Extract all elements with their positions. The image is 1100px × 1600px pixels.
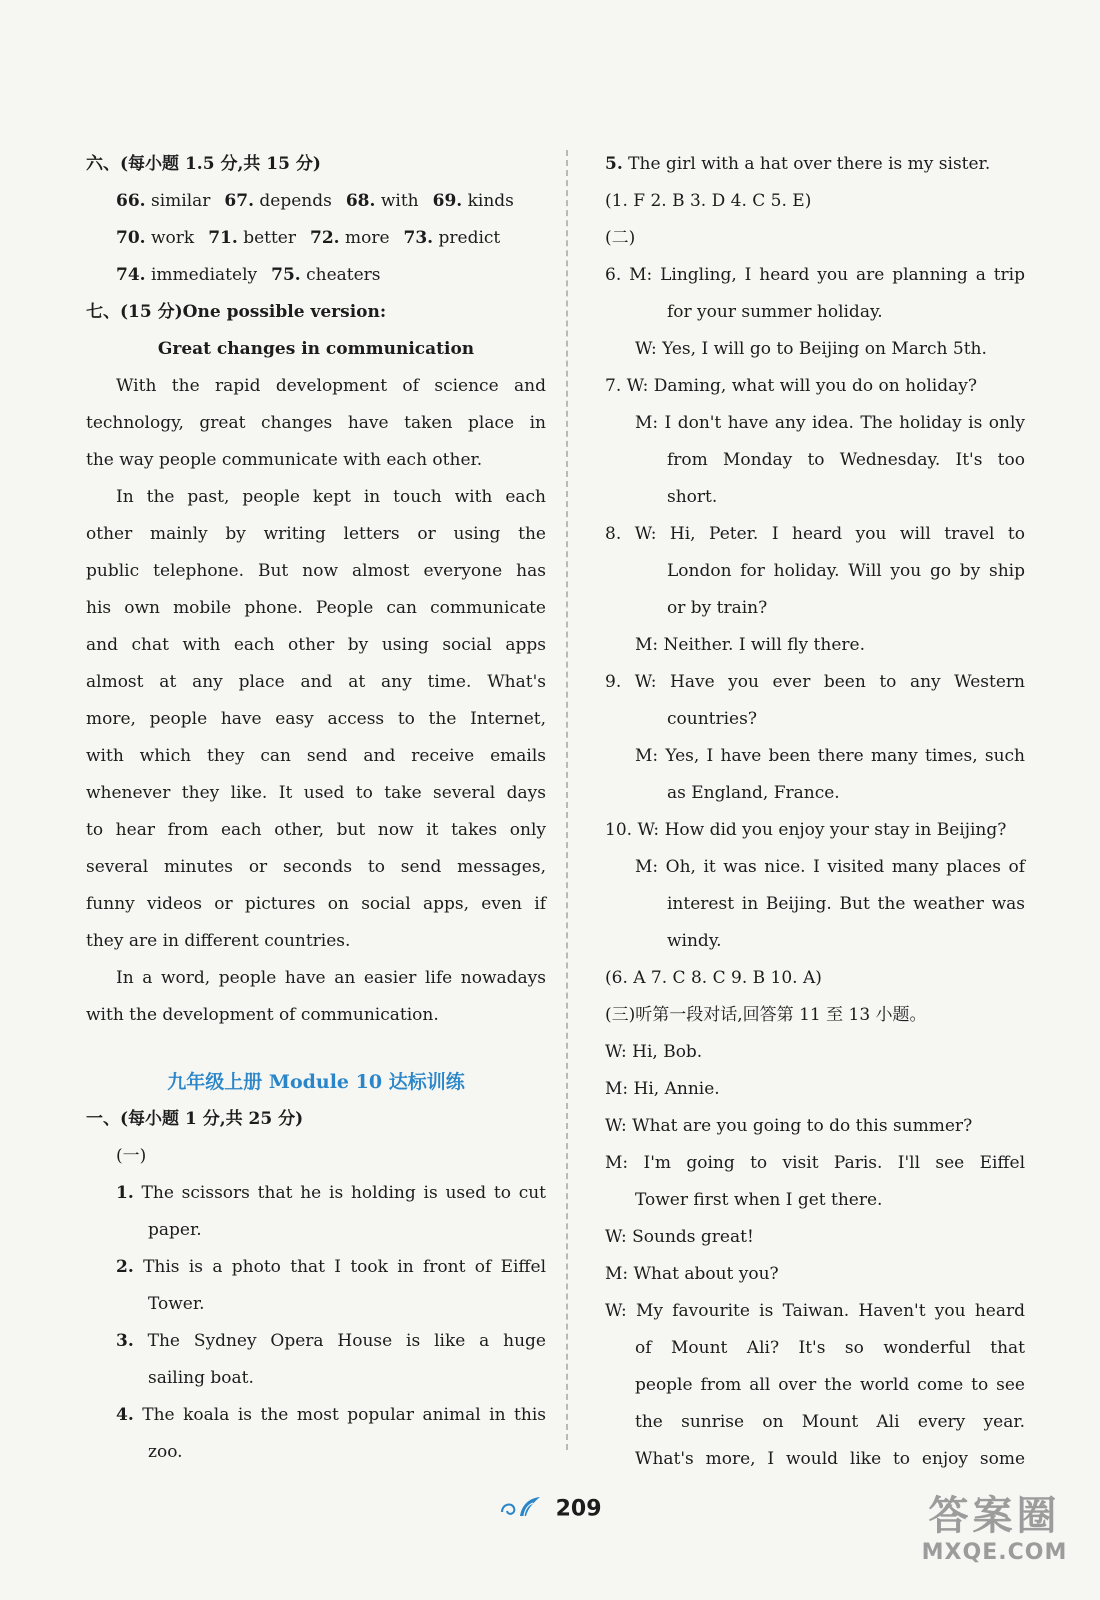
- item-number: 4.: [116, 1405, 134, 1425]
- dialogue-line: M: I'm going to visit Paris. I'll see Eiffel: [605, 1153, 1025, 1173]
- section-1-heading: 一、(每小题 1 分,共 25 分): [86, 1109, 304, 1129]
- dialogue-line: W: Yes, I will go to Beijing on March 5th.: [635, 339, 987, 359]
- answer-number: 70.: [116, 228, 146, 248]
- answer-word: work: [150, 228, 195, 248]
- item-text: The koala is the most popular animal in this: [142, 1405, 546, 1425]
- essay-title: Great changes in communication: [157, 339, 475, 359]
- essay-line: more, people have easy access to the Internet,: [86, 709, 546, 729]
- list-item: [86, 1397, 546, 1471]
- dialogue-line: windy.: [667, 931, 722, 951]
- essay-line: funny videos or pictures on social apps, even if: [86, 894, 546, 914]
- answer-word: kinds: [467, 191, 514, 211]
- essay-line: the way people communicate with each other.: [86, 450, 483, 470]
- answer-number: 75.: [271, 265, 301, 285]
- item-continuation: zoo.: [148, 1442, 183, 1462]
- dialogue-line: 8. W: Hi, Peter. I heard you will travel to: [605, 524, 1025, 544]
- item-text: This is a photo that I took in front of Eiffel: [143, 1257, 547, 1277]
- essay-line: they are in different countries.: [86, 931, 351, 951]
- dialogue-line: or by train?: [667, 598, 768, 618]
- essay-line: whenever they like. It used to take several days: [86, 783, 546, 803]
- answer-row-3: [86, 257, 546, 294]
- item-number: 2.: [116, 1257, 134, 1277]
- answer-row-1: [86, 183, 546, 220]
- item-text: The Sydney Opera House is like a huge: [147, 1331, 546, 1351]
- essay-line: almost at any place and at any time. What's: [86, 672, 546, 692]
- dialogue-line: M: Hi, Annie.: [605, 1079, 720, 1099]
- dialogue-line: 10. W: How did you enjoy your stay in Beijing?: [605, 820, 1007, 840]
- left-column: [86, 146, 546, 1471]
- dialogue-line: countries?: [667, 709, 757, 729]
- item-line: [86, 1397, 546, 1434]
- dialogue-line: W: Hi, Bob.: [605, 1042, 703, 1062]
- essay-line: with the development of communication.: [86, 1005, 439, 1025]
- dialogue-line: interest in Beijing. But the weather was: [667, 894, 1025, 914]
- answer-word: depends: [259, 191, 332, 211]
- dialogue-line: London for holiday. Will you go by ship: [667, 561, 1025, 581]
- answer-row-2: [86, 220, 546, 257]
- essay-line: technology, great changes have taken place in: [86, 413, 546, 433]
- dialogue-line: W: What are you going to do this summer?: [605, 1116, 973, 1136]
- item-number: 5.: [605, 154, 623, 174]
- item-number: 1.: [116, 1183, 134, 1203]
- item-number: 3.: [116, 1331, 134, 1351]
- essay-line: public telephone. But now almost everyone has: [86, 561, 546, 581]
- list-item: [86, 1249, 546, 1323]
- answer-number: 72.: [309, 228, 340, 248]
- dialogue-line: the sunrise on Mount Ali every year.: [635, 1412, 1025, 1432]
- answer-number: 67.: [224, 191, 254, 211]
- answer-word: with: [380, 191, 419, 211]
- dialogue-line: 9. W: Have you ever been to any Western: [605, 672, 1025, 692]
- essay-line: to hear from each other, but now it takes only: [86, 820, 546, 840]
- dialogue-line: from Monday to Wednesday. It's too: [667, 450, 1025, 470]
- dialogue-line: short.: [667, 487, 718, 507]
- dialogue-line: 7. W: Daming, what will you do on holiday?: [605, 376, 977, 396]
- dialogue-line: of Mount Ali? It's so wonderful that: [635, 1338, 1025, 1358]
- answer-word: more: [344, 228, 390, 248]
- section-6-heading: 六、(每小题 1.5 分,共 15 分): [86, 154, 321, 174]
- answer-number: 66.: [116, 191, 146, 211]
- essay-line: and chat with each other by using social apps: [86, 635, 546, 655]
- answer-key-1: (1. F 2. B 3. D 4. C 5. E): [605, 191, 812, 211]
- answer-number: 73.: [403, 228, 434, 248]
- dialogue-line: 6. M: Lingling, I heard you are planning a trip: [605, 265, 1025, 285]
- essay-line: several minutes or seconds to send messages,: [86, 857, 546, 877]
- page-number: 209: [555, 1496, 602, 1522]
- answer-word: better: [243, 228, 296, 248]
- item-5: [605, 146, 1025, 183]
- dialogue-line: W: Sounds great!: [605, 1227, 754, 1247]
- dialogue-line: as England, France.: [667, 783, 840, 803]
- essay-line: other mainly by writing letters or using the: [86, 524, 546, 544]
- dialogue-line: M: Yes, I have been there many times, such: [635, 746, 1025, 766]
- column-divider: [566, 150, 568, 1450]
- essay-line: with which they can send and receive emails: [86, 746, 546, 766]
- dialogue-line: for your summer holiday.: [667, 302, 883, 322]
- essay-line: In the past, people kept in touch with each: [116, 487, 546, 507]
- dialogue-line: W: My favourite is Taiwan. Haven't you heard: [605, 1301, 1025, 1321]
- answer-number: 71.: [208, 228, 238, 248]
- item-continuation: sailing boat.: [148, 1368, 254, 1388]
- watermark-cn: 答案圈: [928, 1493, 1061, 1539]
- list-item: [86, 1323, 546, 1397]
- answer-number: 69.: [432, 191, 463, 211]
- watermark-en: MXQE.COM: [921, 1540, 1068, 1565]
- section-7-heading: 七、(15 分)One possible version:: [86, 302, 387, 322]
- dialogue-line: (三)听第一段对话,回答第 11 至 13 小题。: [605, 1005, 927, 1025]
- item-text: The scissors that he is holding is used to cut: [141, 1183, 547, 1203]
- answer-number: 68.: [345, 191, 376, 211]
- item-line: [86, 1323, 546, 1360]
- part-2-label: (二): [605, 228, 636, 248]
- site-watermark: [907, 1492, 1082, 1582]
- item-continuation: Tower.: [148, 1294, 205, 1314]
- dialogue-line: M: I don't have any idea. The holiday is only: [635, 413, 1025, 433]
- list-item: [86, 1175, 546, 1249]
- module-title: 九年级上册 Module 10 达标训练: [167, 1071, 465, 1093]
- dialogue-line: people from all over the world come to see: [635, 1375, 1025, 1395]
- item-line: [86, 1249, 546, 1286]
- dialogue-line: M: What about you?: [605, 1264, 779, 1284]
- item-text: The girl with a hat over there is my sister.: [628, 154, 991, 174]
- part-1-label: (一): [116, 1146, 147, 1166]
- dialogue-line: (6. A 7. C 8. C 9. B 10. A): [605, 968, 822, 988]
- answer-word: immediately: [150, 265, 258, 285]
- essay-line: In a word, people have an easier life nowadays: [116, 968, 546, 988]
- dialogue-line: M: Neither. I will fly there.: [635, 635, 865, 655]
- answer-word: cheaters: [306, 265, 381, 285]
- right-column: [605, 146, 1025, 1478]
- answer-word: similar: [150, 191, 211, 211]
- dialogue-line: Tower first when I get there.: [635, 1190, 883, 1210]
- essay-body: [86, 368, 546, 1034]
- answer-word: predict: [438, 228, 501, 248]
- dialogue-lines: [605, 257, 1025, 1478]
- dialogue-line: What's more, I would like to enjoy some: [635, 1449, 1025, 1469]
- answer-number: 74.: [116, 265, 146, 285]
- listening-items: [86, 1175, 546, 1471]
- essay-line: his own mobile phone. People can communicate: [86, 598, 546, 618]
- item-continuation: paper.: [148, 1220, 202, 1240]
- essay-line: With the rapid development of science and: [116, 376, 546, 396]
- item-line: [86, 1175, 546, 1212]
- dialogue-line: M: Oh, it was nice. I visited many places of: [635, 857, 1025, 877]
- ornament-icon: [498, 1494, 544, 1524]
